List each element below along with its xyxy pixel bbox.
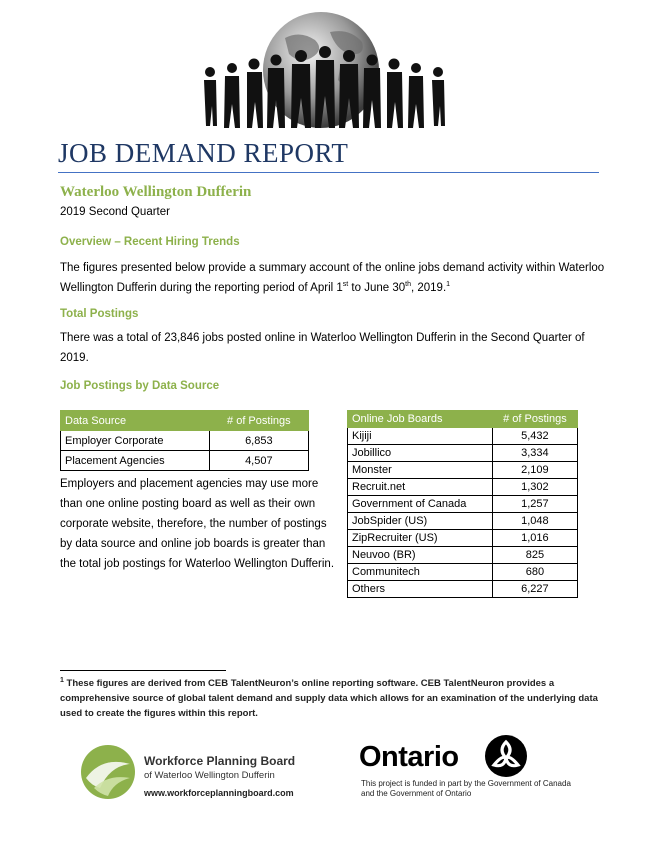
table-cell-name: Kijiji bbox=[348, 428, 493, 445]
table-cell-name: Others bbox=[348, 581, 493, 598]
table-row bbox=[348, 479, 578, 496]
table-header-cell: Data Source bbox=[61, 411, 210, 431]
footnote-text: These figures are derived from CEB TalentNeuron’s online reporting software. CEB TalentNeuron provides a comprehensive source of global talent demand and supply data which allows for an examination of the underlying data used to create the figures within this report. bbox=[60, 678, 598, 719]
table-header-cell: # of Postings bbox=[209, 411, 308, 431]
table-row bbox=[61, 431, 309, 451]
table-row bbox=[348, 428, 578, 445]
overview-heading: Overview – Recent Hiring Trends bbox=[60, 236, 240, 248]
overview-paragraph: The figures presented below provide a summary account of the online jobs demand activity within Waterloo Wellington Dufferin during the reporting period of April 1st to June 30th, 2019.$^1$ bbox=[60, 262, 605, 294]
data-source-note: Employers and placement agencies may use more than one online posting board as well as their own corporate website, therefore, the number of postings by data source and online job boards is greater than the total job postings for Waterloo Wellington Dufferin. bbox=[60, 478, 335, 570]
data-source-table bbox=[60, 410, 309, 471]
globe-business-people-icon bbox=[190, 8, 452, 128]
table-cell-name: Neuvoo (BR) bbox=[348, 547, 493, 564]
table-cell-name: Monster bbox=[348, 462, 493, 479]
total-postings-heading: Total Postings bbox=[60, 308, 139, 320]
table-cell-value: 1,257 bbox=[492, 496, 577, 513]
title-divider bbox=[58, 172, 599, 173]
ontario-wordmark: Ontario bbox=[359, 741, 459, 773]
table-header-row bbox=[348, 411, 578, 428]
table-row bbox=[348, 445, 578, 462]
table-row bbox=[348, 513, 578, 530]
table-row bbox=[348, 496, 578, 513]
table-row bbox=[348, 530, 578, 547]
table-row bbox=[348, 547, 578, 564]
table-cell-value: 6,853 bbox=[209, 431, 308, 451]
total-postings-paragraph: There was a total of 23,846 jobs posted online in Waterloo Wellington Dufferin in the Second Quarter of 2019. bbox=[60, 332, 585, 364]
job-boards-table bbox=[347, 410, 578, 598]
wpb-subtitle: of Waterloo Wellington Dufferin bbox=[144, 770, 275, 781]
footnote-reference: 1 bbox=[446, 281, 451, 289]
table-cell-name: Government of Canada bbox=[348, 496, 493, 513]
table-header-row bbox=[61, 411, 309, 431]
table-cell-value: 1,016 bbox=[492, 530, 577, 547]
region-heading: Waterloo Wellington Dufferin bbox=[60, 184, 252, 200]
table-row bbox=[348, 462, 578, 479]
table-cell-value: 680 bbox=[492, 564, 577, 581]
wpb-name: Workforce Planning Board bbox=[144, 754, 296, 768]
table-header-cell: Online Job Boards bbox=[348, 411, 493, 428]
table-row bbox=[61, 451, 309, 471]
table-cell-name: Employer Corporate bbox=[61, 431, 210, 451]
table-cell-name: ZipRecruiter (US) bbox=[348, 530, 493, 547]
table-cell-value: 4,507 bbox=[209, 451, 308, 471]
table-cell-value: 825 bbox=[492, 547, 577, 564]
table-row bbox=[348, 581, 578, 598]
wpb-url-link[interactable]: www.workforceplanningboard.com bbox=[144, 788, 294, 798]
table-cell-value: 3,334 bbox=[492, 445, 577, 462]
table-cell-value: 6,227 bbox=[492, 581, 577, 598]
table-cell-name: Jobillico bbox=[348, 445, 493, 462]
table-cell-value: 5,432 bbox=[492, 428, 577, 445]
table-cell-name: Placement Agencies bbox=[61, 451, 210, 471]
table-cell-name: JobSpider (US) bbox=[348, 513, 493, 530]
table-cell-value: 1,048 bbox=[492, 513, 577, 530]
table-cell-name: Communitech bbox=[348, 564, 493, 581]
funding-statement: This project is funded in part by the Government of Canada and the Government of Ontario bbox=[361, 779, 571, 798]
table-row bbox=[348, 564, 578, 581]
footnote-number: 1 bbox=[60, 676, 64, 684]
workforce-planning-board-logo-icon bbox=[80, 744, 136, 800]
table-cell-value: 2,109 bbox=[492, 462, 577, 479]
data-source-heading: Job Postings by Data Source bbox=[60, 380, 220, 392]
report-title: JOB DEMAND REPORT bbox=[58, 138, 349, 168]
table-header-cell: # of Postings bbox=[492, 411, 577, 428]
table-cell-name: Recruit.net bbox=[348, 479, 493, 496]
footnote bbox=[60, 676, 608, 721]
table-cell-value: 1,302 bbox=[492, 479, 577, 496]
footnote-divider bbox=[60, 670, 226, 671]
report-period: 2019 Second Quarter bbox=[60, 206, 170, 218]
ontario-trillium-logo-icon bbox=[484, 734, 528, 778]
